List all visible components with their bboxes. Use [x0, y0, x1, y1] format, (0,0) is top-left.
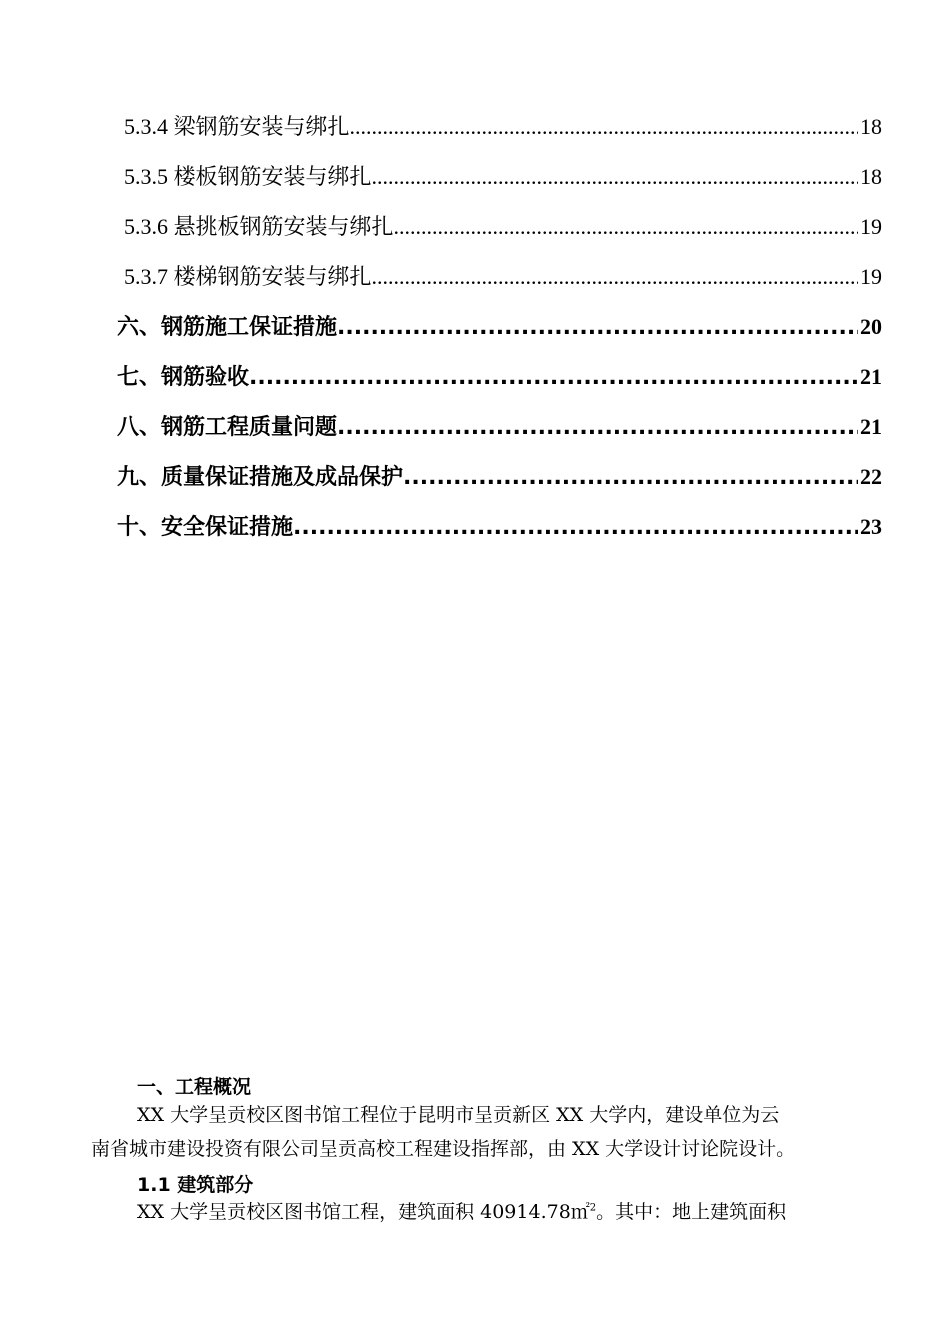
toc-entry[interactable] — [124, 210, 882, 241]
toc-page-number: 19 — [860, 214, 882, 239]
toc-entry[interactable] — [117, 460, 882, 491]
toc-entry[interactable] — [117, 360, 882, 391]
toc-entry-label: 八、钢筋工程质量问题 — [117, 415, 338, 440]
toc-page-number: 21 — [860, 364, 882, 389]
toc-entry-label: 5.3.4 梁钢筋安装与绑扎 — [124, 114, 350, 139]
toc-entry-label: 九、质量保证措施及成品保护 — [117, 465, 404, 490]
toc-entry-label: 5.3.6 悬挑板钢筋安装与绑扎 — [124, 214, 394, 239]
toc-page-number: 22 — [860, 464, 882, 489]
toc-entry[interactable] — [117, 410, 882, 441]
toc-entry[interactable] — [117, 510, 882, 541]
toc-leader-dots — [372, 164, 858, 190]
toc-page-number: 18 — [860, 164, 882, 189]
toc-leader-dots — [337, 315, 858, 340]
toc-page-number: 19 — [860, 264, 882, 289]
paragraph-line: 南省城市建设投资有限公司呈贡高校工程建设指挥部，由 XX 大学设计讨论院设计。 — [91, 1138, 796, 1160]
section-heading: 一、工程概况 — [137, 1076, 252, 1098]
toc-entry-label: 十、安全保证措施 — [117, 515, 294, 540]
toc-entry[interactable] — [124, 110, 882, 141]
toc-entry[interactable] — [117, 310, 882, 341]
paragraph-line — [137, 1197, 786, 1224]
paragraph-text: 。其中：地上建筑面积 — [596, 1201, 787, 1223]
toc-entry-label: 七、钢筋验收 — [117, 365, 250, 390]
toc-leader-dots — [249, 365, 858, 390]
toc-page-number: 20 — [860, 314, 882, 339]
toc-entry-label: 5.3.7 楼梯钢筋安装与绑扎 — [124, 264, 372, 289]
toc-leader-dots — [350, 114, 858, 140]
toc-entry[interactable] — [124, 260, 882, 291]
superscript: 2 — [589, 1202, 597, 1214]
toc-entry[interactable] — [124, 160, 882, 191]
toc-leader-dots — [293, 515, 858, 540]
toc-leader-dots — [403, 465, 858, 490]
toc-entry-label: 5.3.5 楼板钢筋安装与绑扎 — [124, 164, 372, 189]
paragraph-text: XX 大学呈贡校区图书馆工程，建筑面积 40914.78㎡ — [137, 1201, 590, 1223]
toc-leader-dots — [372, 264, 858, 290]
toc-page-number: 18 — [860, 114, 882, 139]
paragraph-line: XX 大学呈贡校区图书馆工程位于昆明市呈贡新区 XX 大学内，建设单位为云 — [137, 1104, 780, 1126]
toc-leader-dots — [394, 214, 858, 240]
toc-leader-dots — [337, 415, 858, 440]
toc-page-number: 21 — [860, 414, 882, 439]
toc-page-number: 23 — [860, 514, 882, 539]
toc-entry-label: 六、钢筋施工保证措施 — [117, 315, 338, 340]
subsection-heading: 1.1 建筑部分 — [137, 1174, 254, 1196]
